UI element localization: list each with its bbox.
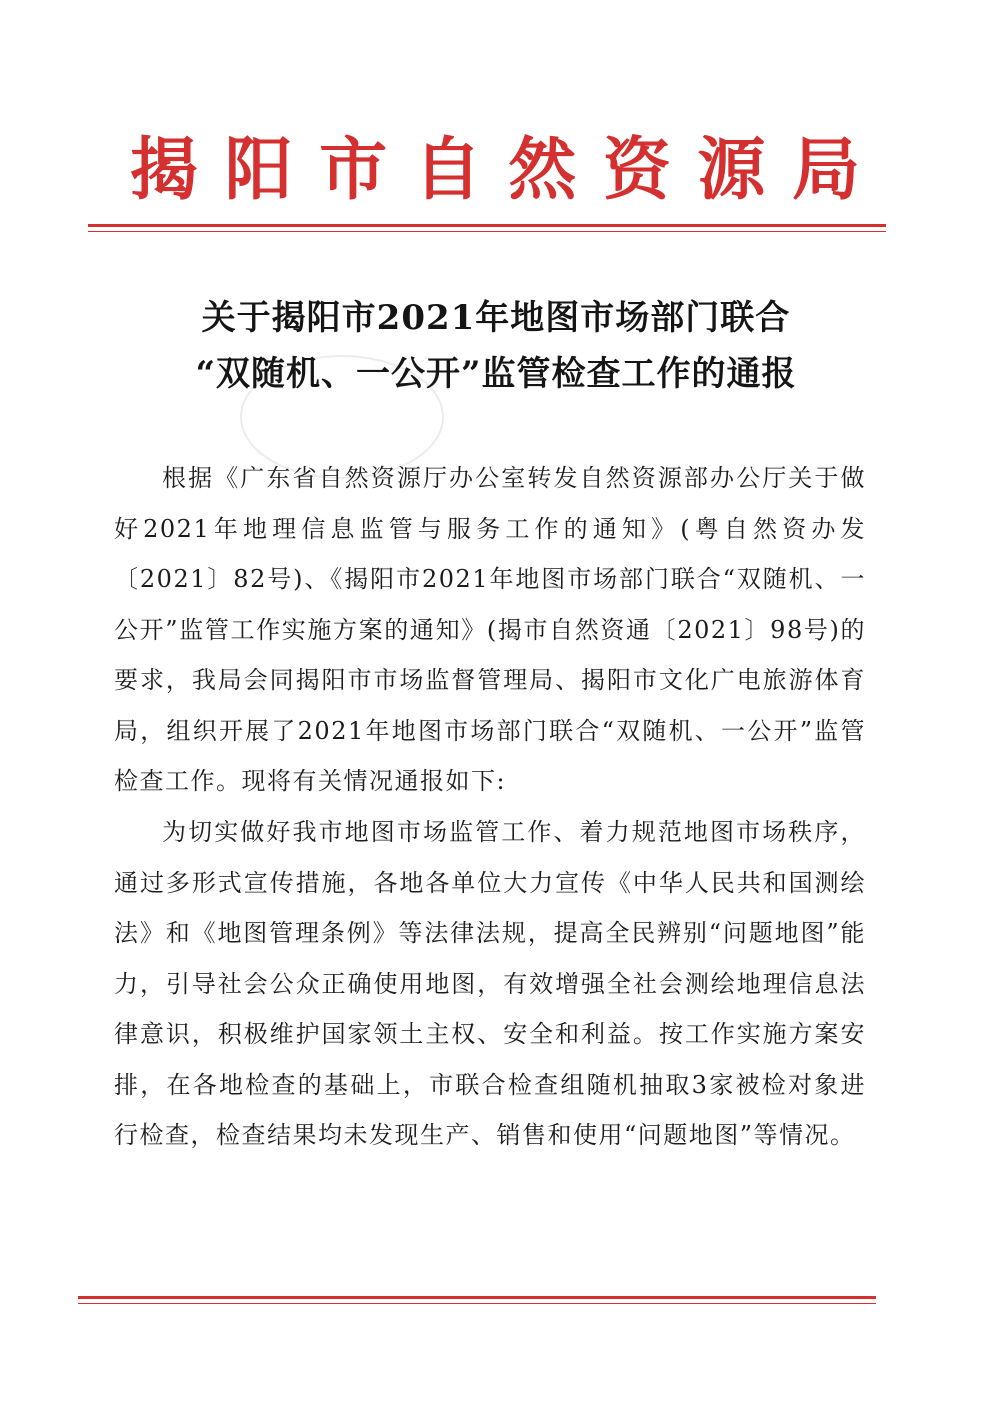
body-paragraph-1: 根据《广东省自然资源厅办公室转发自然资源部办公厅关于做好2021年地理信息监管与服务工作的通知》(粤自然资办发〔2021〕82号)、《揭阳市2021年地图市场部门联合“双随机、一公开”监管工作实施方案的通知》(揭市自然资通〔2021〕98号)的要求，我局会同揭阳市市场监督管理局、揭阳市文化广电旅游体育局，组织开展了2021年地图市场部门联合“双随机、一公开”监管检查工作。现将有关情况通报如下: bbox=[114, 464, 866, 795]
header-rule-thin bbox=[88, 231, 886, 232]
agency-header bbox=[130, 128, 860, 214]
agency-char: 源 bbox=[697, 131, 766, 210]
agency-char: 自 bbox=[413, 131, 482, 210]
document-title-line-2: “双随机、一公开”监管检查工作的通报 bbox=[195, 354, 797, 394]
agency-char: 资 bbox=[602, 131, 671, 210]
document-title-line-1: 关于揭阳市2021年地图市场部门联合 bbox=[201, 298, 791, 338]
agency-char: 然 bbox=[508, 131, 577, 210]
agency-char: 市 bbox=[319, 131, 388, 210]
agency-char: 揭 bbox=[130, 131, 199, 210]
agency-char: 阳 bbox=[224, 131, 293, 210]
agency-char: 局 bbox=[791, 131, 860, 210]
footer-rule-thin bbox=[78, 1303, 876, 1304]
header-rule-thick bbox=[88, 224, 886, 227]
body-paragraph-2: 为切实做好我市地图市场监管工作、着力规范地图市场秩序，通过多形式宣传措施，各地各单位大力宣传《中华人民共和国测绘法》和《地图管理条例》等法律法规，提高全民辨别“问题地图”能力，引导社会公众正确使用地图，有效增强全社会测绘地理信息法律意识，积极维护国家领土主权、安全和利益。按工作实施方案安排，在各地检查的基础上，市联合检查组随机抽取3家被检对象进行检查，检查结果均未发现生产、销售和使用“问题地图”等情况。 bbox=[114, 818, 866, 1149]
footer-rule-thick bbox=[78, 1296, 876, 1299]
